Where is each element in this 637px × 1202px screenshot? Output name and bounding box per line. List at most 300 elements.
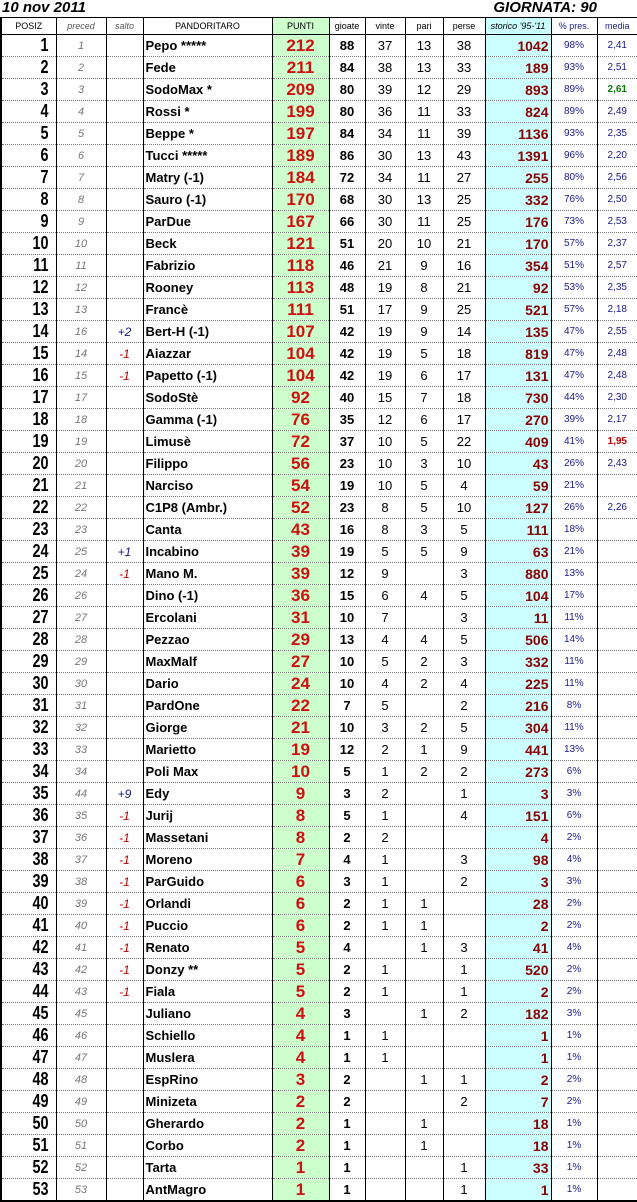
draws-cell [405, 805, 443, 827]
previous-position-cell: 8 [56, 189, 106, 211]
presence-percent-cell: 57% [551, 299, 597, 321]
table-row [1, 893, 637, 915]
points-cell: 56 [272, 453, 329, 475]
previous-position-cell: 10 [56, 233, 106, 255]
draws-cell: 9 [405, 299, 443, 321]
wins-cell: 21 [365, 255, 405, 277]
losses-cell: 10 [443, 453, 485, 475]
draws-cell [405, 1047, 443, 1069]
position-cell: 51 [7, 1135, 51, 1157]
historic-points-cell: 18 [485, 1135, 551, 1157]
position-change-cell [106, 519, 143, 541]
player-name-cell: Fede [143, 57, 272, 79]
player-name-cell: Filippo [143, 453, 272, 475]
average-cell: 2,26 [597, 497, 637, 519]
average-cell: 2,20 [597, 145, 637, 167]
average-cell [597, 805, 637, 827]
draws-cell: 5 [405, 475, 443, 497]
wins-cell: 7 [365, 607, 405, 629]
average-cell [597, 1047, 637, 1069]
draws-cell: 12 [405, 79, 443, 101]
presence-percent-cell: 2% [551, 827, 597, 849]
losses-cell: 2 [443, 1003, 485, 1025]
presence-percent-cell: 1% [551, 1025, 597, 1047]
previous-position-cell: 14 [56, 343, 106, 365]
draws-cell: 7 [405, 387, 443, 409]
table-row [1, 57, 637, 79]
games-played-cell: 2 [329, 1069, 365, 1091]
position-cell: 33 [7, 739, 51, 761]
draws-cell: 1 [405, 893, 443, 915]
player-name-cell: Jurij [143, 805, 272, 827]
position-change-cell [106, 255, 143, 277]
previous-position-cell: 1 [56, 35, 106, 57]
losses-cell: 1 [443, 1157, 485, 1179]
games-played-cell: 40 [329, 387, 365, 409]
historic-points-cell: 1136 [485, 123, 551, 145]
table-row [1, 1179, 637, 1202]
table-row [1, 387, 637, 409]
wins-cell: 2 [365, 827, 405, 849]
position-cell: 23 [7, 519, 51, 541]
historic-points-cell: 43 [485, 453, 551, 475]
draws-cell: 1 [405, 739, 443, 761]
position-change-cell: -1 [106, 849, 143, 871]
games-played-cell: 80 [329, 101, 365, 123]
losses-cell: 9 [443, 739, 485, 761]
points-cell: 3 [272, 1069, 329, 1091]
previous-position-cell: 53 [56, 1179, 106, 1202]
standings-body [1, 35, 637, 1202]
position-cell: 41 [7, 915, 51, 937]
draws-cell: 2 [405, 717, 443, 739]
player-name-cell: Donzy ** [143, 959, 272, 981]
position-change-cell [106, 761, 143, 783]
games-played-cell: 84 [329, 57, 365, 79]
historic-points-cell: 521 [485, 299, 551, 321]
losses-cell: 4 [443, 475, 485, 497]
games-played-cell: 10 [329, 673, 365, 695]
presence-percent-cell: 11% [551, 673, 597, 695]
games-played-cell: 1 [329, 1135, 365, 1157]
average-cell: 2,56 [597, 167, 637, 189]
player-name-cell: Tucci ***** [143, 145, 272, 167]
presence-percent-cell: 3% [551, 783, 597, 805]
draws-cell [405, 959, 443, 981]
average-cell: 2,49 [597, 101, 637, 123]
games-played-cell: 7 [329, 695, 365, 717]
average-cell [597, 871, 637, 893]
wins-cell: 36 [365, 101, 405, 123]
table-row [1, 1157, 637, 1179]
games-played-cell: 23 [329, 497, 365, 519]
wins-cell: 5 [365, 695, 405, 717]
previous-position-cell: 36 [56, 827, 106, 849]
player-name-cell: Moreno [143, 849, 272, 871]
previous-position-cell: 51 [56, 1135, 106, 1157]
presence-percent-cell: 6% [551, 761, 597, 783]
draws-cell: 8 [405, 277, 443, 299]
losses-cell: 5 [443, 629, 485, 651]
losses-cell: 25 [443, 211, 485, 233]
historic-points-cell: 3 [485, 871, 551, 893]
historic-points-cell: 1 [485, 1047, 551, 1069]
points-cell: 2 [272, 1135, 329, 1157]
player-name-cell: SodoMax * [143, 79, 272, 101]
losses-cell [443, 1113, 485, 1135]
player-name-cell: ParDue [143, 211, 272, 233]
average-cell: 2,43 [597, 453, 637, 475]
table-row [1, 1091, 637, 1113]
points-cell: 8 [272, 827, 329, 849]
player-name-cell: Canta [143, 519, 272, 541]
previous-position-cell: 47 [56, 1047, 106, 1069]
draws-cell [405, 1179, 443, 1202]
points-cell: 1 [272, 1179, 329, 1202]
wins-cell: 1 [365, 915, 405, 937]
draws-cell: 11 [405, 123, 443, 145]
player-name-cell: Limusè [143, 431, 272, 453]
previous-position-cell: 25 [56, 541, 106, 563]
games-played-cell: 2 [329, 893, 365, 915]
historic-points-cell: 18 [485, 1113, 551, 1135]
average-cell [597, 783, 637, 805]
player-name-cell: Ercolani [143, 607, 272, 629]
average-cell [597, 1135, 637, 1157]
table-row [1, 255, 637, 277]
historic-points-cell: 893 [485, 79, 551, 101]
draws-cell: 5 [405, 541, 443, 563]
games-played-cell: 42 [329, 321, 365, 343]
position-cell: 42 [7, 937, 51, 959]
points-cell: 5 [272, 959, 329, 981]
points-cell: 6 [272, 915, 329, 937]
col-header-storico: storico '95-'11 [485, 18, 551, 35]
historic-points-cell: 819 [485, 343, 551, 365]
table-row [1, 981, 637, 1003]
table-row [1, 739, 637, 761]
losses-cell: 27 [443, 167, 485, 189]
draws-cell: 13 [405, 145, 443, 167]
average-cell: 2,51 [597, 57, 637, 79]
table-row [1, 673, 637, 695]
position-cell: 40 [7, 893, 51, 915]
presence-percent-cell: 89% [551, 101, 597, 123]
wins-cell: 19 [365, 277, 405, 299]
position-cell: 3 [7, 79, 51, 101]
draws-cell: 1 [405, 1135, 443, 1157]
points-cell: 189 [272, 145, 329, 167]
draws-cell: 1 [405, 1113, 443, 1135]
draws-cell [405, 1025, 443, 1047]
wins-cell: 34 [365, 123, 405, 145]
col-header-perse: perse [443, 18, 485, 35]
table-row [1, 563, 637, 585]
historic-points-cell: 182 [485, 1003, 551, 1025]
presence-percent-cell: 6% [551, 805, 597, 827]
losses-cell: 22 [443, 431, 485, 453]
presence-percent-cell: 3% [551, 871, 597, 893]
average-cell [597, 1003, 637, 1025]
position-cell: 18 [7, 409, 51, 431]
previous-position-cell: 2 [56, 57, 106, 79]
position-cell: 37 [7, 827, 51, 849]
historic-points-cell: 824 [485, 101, 551, 123]
games-played-cell: 19 [329, 541, 365, 563]
points-cell: 6 [272, 893, 329, 915]
games-played-cell: 13 [329, 629, 365, 651]
position-cell: 19 [7, 431, 51, 453]
presence-percent-cell: 13% [551, 739, 597, 761]
previous-position-cell: 41 [56, 937, 106, 959]
position-cell: 26 [7, 585, 51, 607]
losses-cell [443, 1135, 485, 1157]
historic-points-cell: 11 [485, 607, 551, 629]
draws-cell [405, 827, 443, 849]
giornata-label: GIORNATA: 90 [493, 0, 597, 16]
player-name-cell: Dino (-1) [143, 585, 272, 607]
wins-cell: 19 [365, 321, 405, 343]
wins-cell: 2 [365, 783, 405, 805]
position-cell: 49 [7, 1091, 51, 1113]
draws-cell: 5 [405, 343, 443, 365]
average-cell: 2,41 [597, 35, 637, 57]
points-cell: 167 [272, 211, 329, 233]
position-cell: 52 [7, 1157, 51, 1179]
previous-position-cell: 44 [56, 783, 106, 805]
wins-cell: 1 [365, 761, 405, 783]
games-played-cell: 68 [329, 189, 365, 211]
losses-cell: 18 [443, 343, 485, 365]
losses-cell: 1 [443, 783, 485, 805]
points-cell: 170 [272, 189, 329, 211]
points-cell: 36 [272, 585, 329, 607]
previous-position-cell: 12 [56, 277, 106, 299]
position-change-cell: -1 [106, 959, 143, 981]
average-cell [597, 1157, 637, 1179]
losses-cell: 29 [443, 79, 485, 101]
points-cell: 184 [272, 167, 329, 189]
points-cell: 113 [272, 277, 329, 299]
presence-percent-cell: 47% [551, 321, 597, 343]
position-change-cell [106, 431, 143, 453]
presence-percent-cell: 8% [551, 695, 597, 717]
games-played-cell: 88 [329, 35, 365, 57]
presence-percent-cell: 57% [551, 233, 597, 255]
table-row [1, 717, 637, 739]
average-cell [597, 475, 637, 497]
position-cell: 30 [7, 673, 51, 695]
draws-cell: 3 [405, 453, 443, 475]
position-cell: 29 [7, 651, 51, 673]
games-played-cell: 2 [329, 981, 365, 1003]
wins-cell: 9 [365, 563, 405, 585]
losses-cell: 1 [443, 1069, 485, 1091]
presence-percent-cell: 80% [551, 167, 597, 189]
points-cell: 8 [272, 805, 329, 827]
position-cell: 15 [7, 343, 51, 365]
table-row [1, 871, 637, 893]
position-change-cell [106, 1003, 143, 1025]
presence-percent-cell: 2% [551, 959, 597, 981]
position-cell: 46 [7, 1025, 51, 1047]
draws-cell: 11 [405, 101, 443, 123]
previous-position-cell: 5 [56, 123, 106, 145]
wins-cell: 30 [365, 189, 405, 211]
average-cell: 2,53 [597, 211, 637, 233]
points-cell: 9 [272, 783, 329, 805]
player-name-cell: Renato [143, 937, 272, 959]
average-cell [597, 563, 637, 585]
wins-cell: 19 [365, 365, 405, 387]
draws-cell: 6 [405, 365, 443, 387]
table-row [1, 805, 637, 827]
player-name-cell: Rooney [143, 277, 272, 299]
position-change-cell: -1 [106, 981, 143, 1003]
historic-points-cell: 1 [485, 1179, 551, 1202]
losses-cell: 10 [443, 497, 485, 519]
draws-cell: 2 [405, 651, 443, 673]
table-row [1, 453, 637, 475]
previous-position-cell: 15 [56, 365, 106, 387]
historic-points-cell: 880 [485, 563, 551, 585]
position-change-cell [106, 585, 143, 607]
previous-position-cell: 52 [56, 1157, 106, 1179]
average-cell: 2,35 [597, 277, 637, 299]
table-row [1, 409, 637, 431]
average-cell [597, 673, 637, 695]
position-cell: 20 [7, 453, 51, 475]
previous-position-cell: 11 [56, 255, 106, 277]
games-played-cell: 37 [329, 431, 365, 453]
presence-percent-cell: 13% [551, 563, 597, 585]
historic-points-cell: 151 [485, 805, 551, 827]
position-cell: 43 [7, 959, 51, 981]
position-change-cell [106, 167, 143, 189]
presence-percent-cell: 44% [551, 387, 597, 409]
wins-cell [365, 1113, 405, 1135]
games-played-cell: 46 [329, 255, 365, 277]
position-change-cell [106, 453, 143, 475]
presence-percent-cell: 11% [551, 717, 597, 739]
points-cell: 2 [272, 1113, 329, 1135]
previous-position-cell: 19 [56, 431, 106, 453]
games-played-cell: 2 [329, 915, 365, 937]
table-row [1, 827, 637, 849]
player-name-cell: Bert-H (-1) [143, 321, 272, 343]
player-name-cell: C1P8 (Ambr.) [143, 497, 272, 519]
previous-position-cell: 37 [56, 849, 106, 871]
historic-points-cell: 255 [485, 167, 551, 189]
table-row [1, 1047, 637, 1069]
player-name-cell: Pezzao [143, 629, 272, 651]
position-change-cell [106, 211, 143, 233]
wins-cell: 17 [365, 299, 405, 321]
points-cell: 92 [272, 387, 329, 409]
points-cell: 27 [272, 651, 329, 673]
average-cell [597, 761, 637, 783]
presence-percent-cell: 21% [551, 541, 597, 563]
average-cell [597, 519, 637, 541]
table-row [1, 761, 637, 783]
player-name-cell: PardOne [143, 695, 272, 717]
draws-cell: 4 [405, 585, 443, 607]
draws-cell [405, 695, 443, 717]
average-cell: 2,30 [597, 387, 637, 409]
historic-points-cell: 131 [485, 365, 551, 387]
points-cell: 1 [272, 1157, 329, 1179]
historic-points-cell: 135 [485, 321, 551, 343]
previous-position-cell: 24 [56, 563, 106, 585]
wins-cell: 19 [365, 343, 405, 365]
losses-cell: 2 [443, 695, 485, 717]
previous-position-cell: 43 [56, 981, 106, 1003]
presence-percent-cell: 2% [551, 1069, 597, 1091]
position-change-cell [106, 189, 143, 211]
position-cell: 7 [7, 167, 51, 189]
historic-points-cell: 216 [485, 695, 551, 717]
wins-cell: 6 [365, 585, 405, 607]
table-row [1, 365, 637, 387]
presence-percent-cell: 14% [551, 629, 597, 651]
points-cell: 118 [272, 255, 329, 277]
draws-cell: 6 [405, 409, 443, 431]
average-cell [597, 827, 637, 849]
games-played-cell: 1 [329, 1157, 365, 1179]
position-cell: 2 [7, 57, 51, 79]
presence-percent-cell: 47% [551, 343, 597, 365]
presence-percent-cell: 1% [551, 1113, 597, 1135]
position-change-cell [106, 673, 143, 695]
position-cell: 16 [7, 365, 51, 387]
position-cell: 25 [7, 563, 51, 585]
position-change-cell: +1 [106, 541, 143, 563]
losses-cell: 17 [443, 365, 485, 387]
player-name-cell: Sauro (-1) [143, 189, 272, 211]
previous-position-cell: 28 [56, 629, 106, 651]
wins-cell [365, 1135, 405, 1157]
draws-cell [405, 563, 443, 585]
games-played-cell: 5 [329, 761, 365, 783]
historic-points-cell: 273 [485, 761, 551, 783]
historic-points-cell: 304 [485, 717, 551, 739]
losses-cell [443, 915, 485, 937]
presence-percent-cell: 1% [551, 1047, 597, 1069]
presence-percent-cell: 93% [551, 123, 597, 145]
points-cell: 104 [272, 343, 329, 365]
draws-cell: 2 [405, 761, 443, 783]
position-cell: 53 [7, 1179, 51, 1202]
historic-points-cell: 2 [485, 1069, 551, 1091]
average-cell [597, 1091, 637, 1113]
wins-cell: 8 [365, 519, 405, 541]
position-cell: 50 [7, 1113, 51, 1135]
losses-cell: 5 [443, 717, 485, 739]
table-row [1, 1025, 637, 1047]
previous-position-cell: 50 [56, 1113, 106, 1135]
wins-cell: 39 [365, 79, 405, 101]
games-played-cell: 42 [329, 343, 365, 365]
wins-cell: 1 [365, 981, 405, 1003]
player-name-cell: Poli Max [143, 761, 272, 783]
position-cell: 34 [7, 761, 51, 783]
presence-percent-cell: 98% [551, 35, 597, 57]
table-row [1, 1135, 637, 1157]
average-cell: 2,48 [597, 365, 637, 387]
average-cell: 2,18 [597, 299, 637, 321]
col-header-media: media [597, 18, 637, 35]
position-cell: 9 [7, 211, 51, 233]
